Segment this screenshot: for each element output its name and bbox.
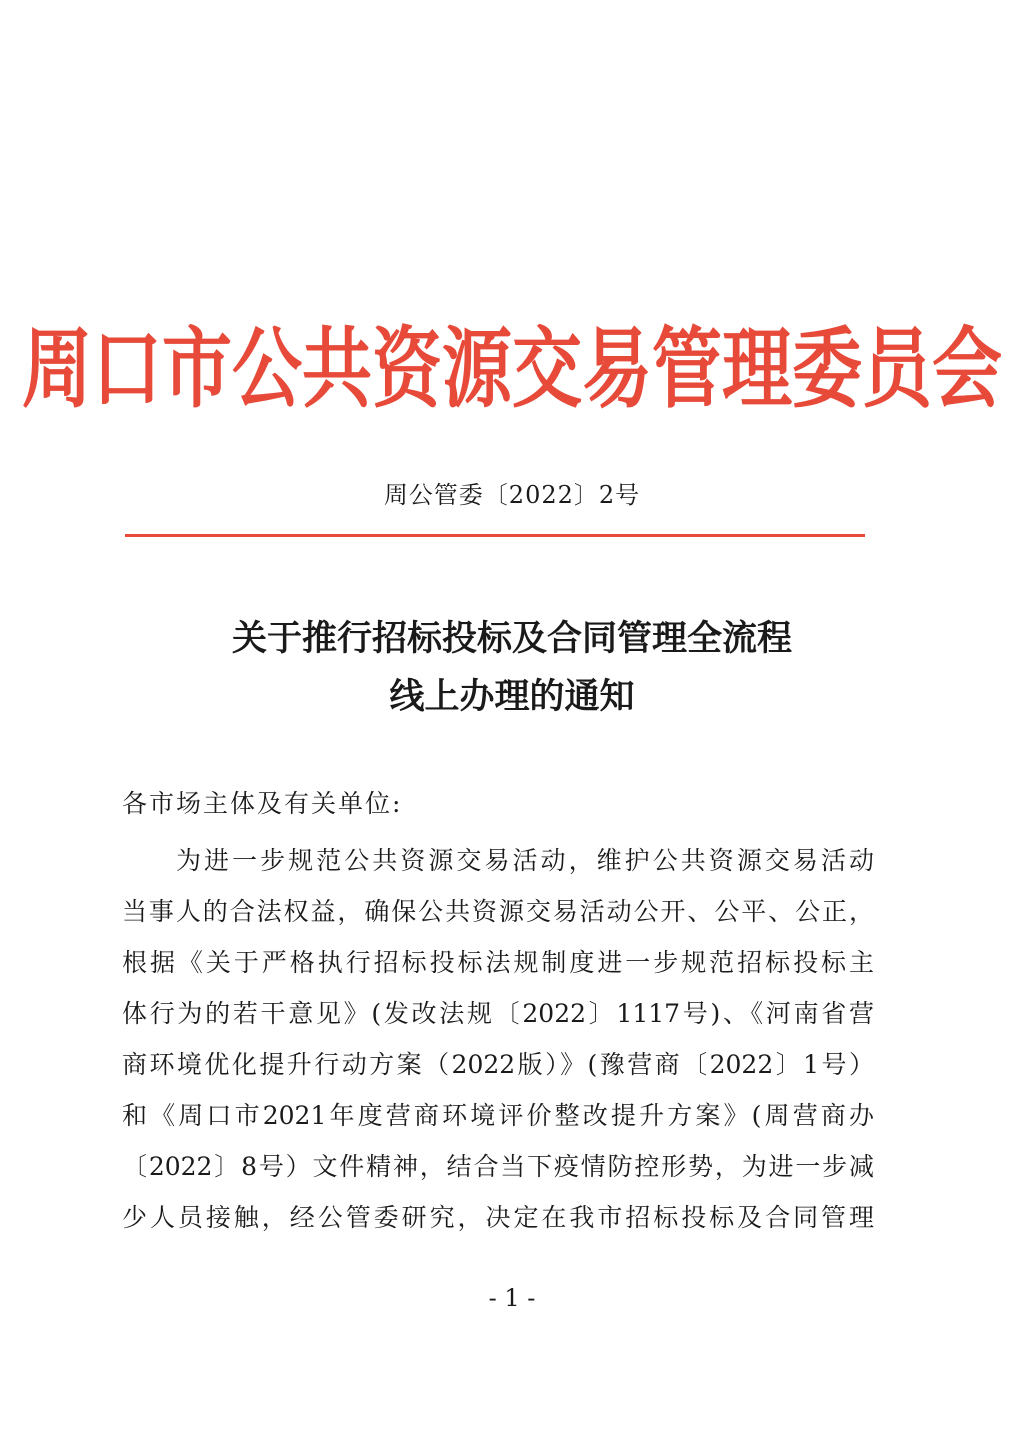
salutation: 各市场主体及有关单位: <box>122 789 403 818</box>
issuer-masthead: 周口市公共资源交易管理委员会 <box>22 317 1002 420</box>
body-line: 和《周口市2021年度营商环境评价整改提升方案》(周营商办 <box>122 1101 874 1130</box>
document-number: 周公管委〔2022〕2号 <box>383 481 641 509</box>
body-line: 根据《关于严格执行招标投标法规制度进一步规范招标投标主 <box>122 948 874 977</box>
body-line: 少人员接触，经公管委研究，决定在我市招标投标及合同管理 <box>122 1203 874 1232</box>
body-text <box>122 835 874 1243</box>
body-line: 当事人的合法权益，确保公共资源交易活动公开、公平、公正， <box>122 897 874 926</box>
title-line-1: 关于推行招标投标及合同管理全流程 <box>231 619 792 659</box>
body-line: 为进一步规范公共资源交易活动，维护公共资源交易活动 <box>176 846 874 875</box>
body-line: 〔2022〕8号）文件精神，结合当下疫情防控形势，为进一步减 <box>122 1152 874 1181</box>
body-line: 体行为的若干意见》(发改法规〔2022〕1117号)、《河南省营 <box>122 999 874 1028</box>
title-line-2: 线上办理的通知 <box>389 677 635 717</box>
red-divider-line <box>125 534 865 537</box>
page-number: - 1 - <box>488 1284 536 1312</box>
notice-title <box>0 610 1024 726</box>
body-line: 商环境优化提升行动方案（2022版）》(豫营商〔2022〕1号） <box>122 1050 874 1079</box>
